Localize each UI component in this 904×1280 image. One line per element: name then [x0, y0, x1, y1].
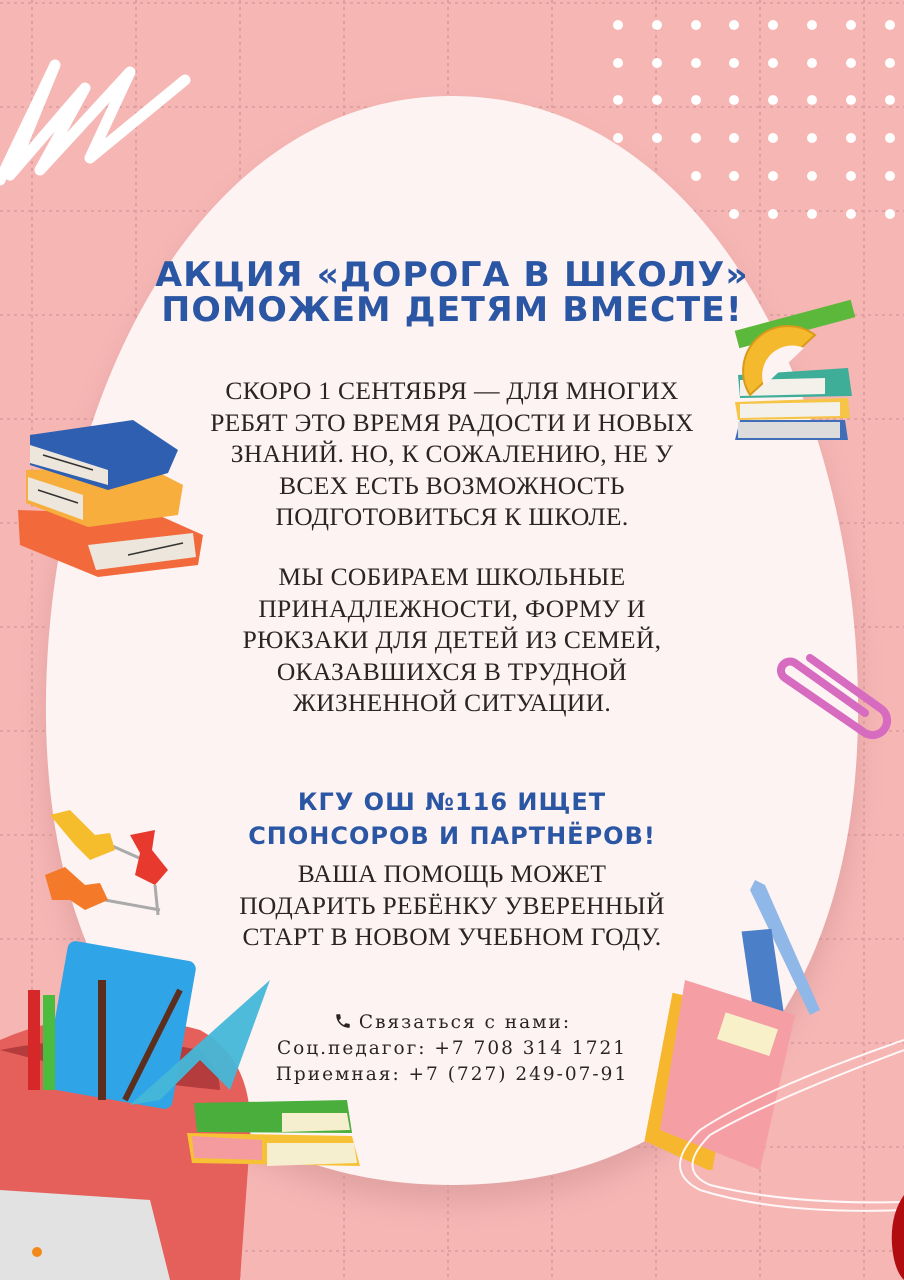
help-line: ПОДАРИТЬ РЕБЁНКУ УВЕРЕННЫЙ [239, 890, 665, 920]
help-paragraph [150, 858, 754, 953]
reception-phone: Приемная: +7 (727) 249-07-91 [275, 1064, 629, 1085]
contacts-block [150, 1010, 754, 1088]
intro-line: ПОДГОТОВИТЬСЯ К ШКОЛЕ. [275, 502, 629, 531]
intro-line: СКОРО 1 СЕНТЯБРЯ — ДЛЯ МНОГИХ [225, 376, 679, 405]
collection-line: ОКАЗАВШИХСЯ В ТРУДНОЙ [276, 656, 628, 686]
collection-line: МЫ СОБИРАЕМ ШКОЛЬНЫЕ [278, 562, 626, 591]
intro-paragraph [150, 375, 754, 533]
title-line-2: ПОМОЖЕМ ДЕТЯМ ВМЕСТЕ! [161, 290, 743, 330]
intro-line: РЕБЯТ ЭТО ВРЕМЯ РАДОСТИ И НОВЫХ [210, 407, 694, 437]
contacts-heading-row [150, 1010, 754, 1036]
red-edge-shape [890, 1195, 904, 1280]
sponsor-heading [150, 785, 754, 853]
paperclip-illustration [770, 648, 895, 743]
help-line: ВАША ПОМОЩЬ МОЖЕТ [297, 859, 607, 888]
title-line-1: АКЦИЯ «ДОРОГА В ШКОЛУ» [155, 255, 749, 295]
sponsor-heading-line-2: СПОНСОРОВ И ПАРТНЁРОВ! [248, 822, 656, 850]
phone-icon [333, 1012, 353, 1030]
help-line: СТАРТ В НОВОМ УЧЕБНОМ ГОДУ. [242, 922, 662, 951]
collection-line: ЖИЗНЕННОЙ СИТУАЦИИ. [293, 688, 611, 717]
collection-paragraph [150, 561, 754, 719]
intro-line: ЗНАНИЙ. НО, К СОЖАЛЕНИЮ, НЕ У [230, 439, 674, 468]
collection-line: ПРИНАДЛЕЖНОСТИ, ФОРМУ И [258, 593, 646, 623]
collection-line: РЮКЗАКИ ДЛЯ ДЕТЕЙ ИЗ СЕМЕЙ, [242, 625, 662, 654]
green-yellow-books-illustration [182, 1098, 377, 1186]
contacts-heading: Связаться с нами: [358, 1012, 572, 1033]
intro-line: ВСЕХ ЕСТЬ ВОЗМОЖНОСТЬ [279, 470, 625, 500]
sponsor-heading-line-1: КГУ ОШ №116 ИЩЕТ [297, 788, 607, 816]
social-teacher-phone: Соц.педагог: +7 708 314 1721 [276, 1038, 628, 1059]
poster-title [144, 255, 760, 330]
